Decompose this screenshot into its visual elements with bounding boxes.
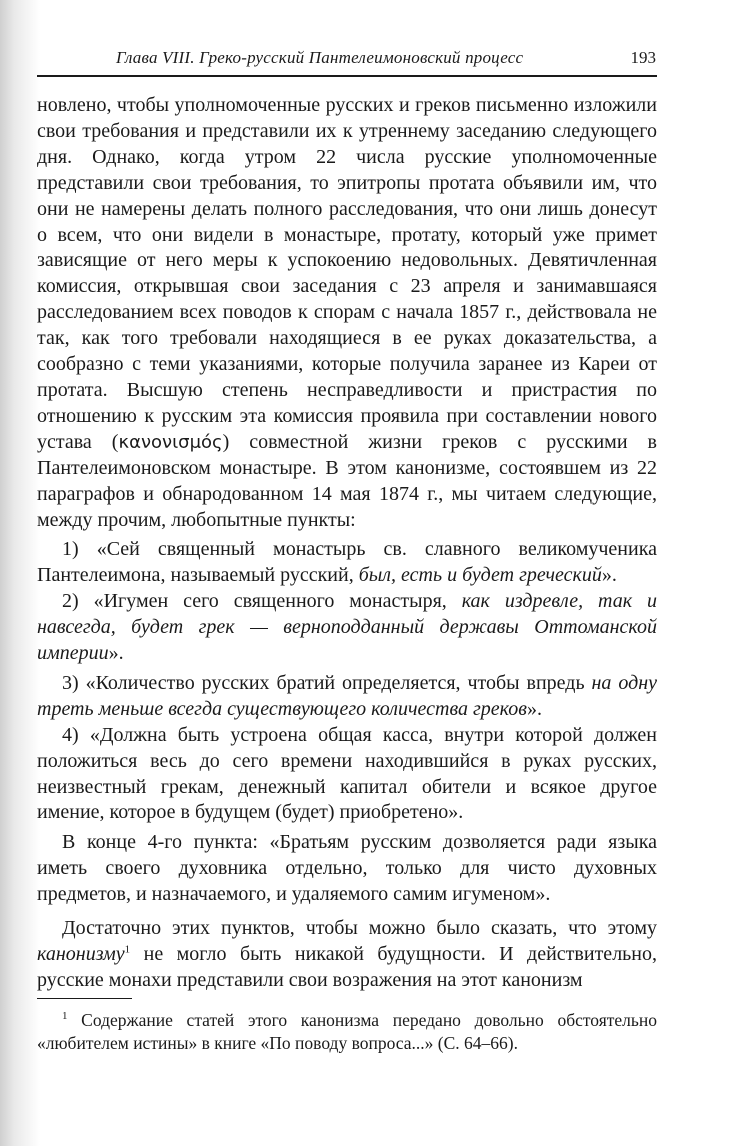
paragraph-2: В конце 4-го пункта: «Братьям русским дозволяется ради языка иметь своего духовника отдельно, только для чисто духовных предметов, и назначаемого, и удаляемого самим игуменом». <box>37 831 657 906</box>
list-item-1-text: 1) «Сей священный монастырь св. славного великомученика Пантелеимона, называемый русский, <box>37 538 657 587</box>
chapter-title: Глава VIII. Греко-русский Пантелеимоновский процесс <box>116 48 524 67</box>
greek-term: κανονισμός <box>118 431 223 453</box>
footnote-marker: 1 <box>62 1010 68 1023</box>
list-item-2 <box>37 589 657 667</box>
paragraph-1-start: новлено, чтобы уполномоченные русских и греков письменно изложили свои требования и представили их к утреннему заседанию следующего дня. Однако, когда утром 22 числа русские уполномоченные представили свои требования, то эпитропы протата объявили им, что они не намерены делать полного расследования, что они лишь донесут о всем, что они видели в монастыре, протату, который уже примет зависящие от него меры к успокоению недовольных. Девятичленная комиссия, открывшая свои заседания с 23 апреля и занимавшаяся расследованием всех поводов к спорам с начала 1857 г., действовала не так, как того требовали находящиеся в ее руках доказательства, а сообразно с теми указаниями, которые получила заранее из Кареи от протата. Высшую степень несправедливости и пристрастия по отношению к русским эта комиссия проявила при составлении нового устава ( <box>37 94 657 453</box>
footnote-rule <box>37 998 132 999</box>
paragraph-1 <box>37 93 657 533</box>
main-text <box>37 93 657 994</box>
list-item-3 <box>37 671 657 723</box>
list-item-1-italic: был, есть и будет греческий <box>358 564 602 587</box>
list-item-3-end: ». <box>526 697 542 720</box>
list-item-2-italic: как издревле, так и навсегда, будет грек — верноподданный державы Оттоманской империи <box>37 590 657 665</box>
footnote-reference: 1 <box>124 943 131 956</box>
paragraph-3-italic: канонизму <box>37 943 125 965</box>
list-item-2-end: ». <box>108 642 124 665</box>
paragraph-3-start: Достаточно этих пунктов, чтобы можно было сказать, что этому <box>62 917 657 940</box>
paragraph-3-end: не могло быть никакой будущности. И действительно, русские монахи представили свои возражения на этот канонизм <box>37 943 657 991</box>
list-item-1 <box>37 537 657 589</box>
footnote-body: Содержание статей этого канонизма передано довольно обстоятельно «любителем истины» в книге «По поводу вопроса...» (С. 64–66). <box>37 1010 657 1053</box>
paragraph-3 <box>37 916 657 994</box>
page-number: 193 <box>630 48 656 67</box>
list-item-3-italic: на одну треть меньше всегда существующего количества греков <box>37 671 657 720</box>
running-header <box>116 47 656 73</box>
paragraph-1-end: ) совместной жизни греков с русскими в Пантелеимоновском монастыре. В этом канонизме, состоявшем из 22 параграфов и обнародованном 14 мая 1874 г., мы читаем следующие, между прочим, любопытные пункты: <box>37 430 657 531</box>
footnote <box>37 1009 657 1055</box>
header-rule <box>37 75 657 77</box>
list-item-4: 4) «Должна быть устроена общая касса, внутри которой должен положиться весь до сего времени находившийся в руках русских, неизвестный грекам, денежный капитал обители и всякое другое имение, которое в будущем (будет) приобретено». <box>37 723 657 824</box>
list-item-3-text: 3) «Количество русских братий определяется, чтобы впредь <box>62 671 592 694</box>
list-item-1-end: ». <box>601 564 617 587</box>
page-gutter-shadow <box>0 0 40 1146</box>
footnote-text <box>37 1009 657 1055</box>
list-item-2-text: 2) «Игумен сего священного монастыря, <box>62 590 462 613</box>
